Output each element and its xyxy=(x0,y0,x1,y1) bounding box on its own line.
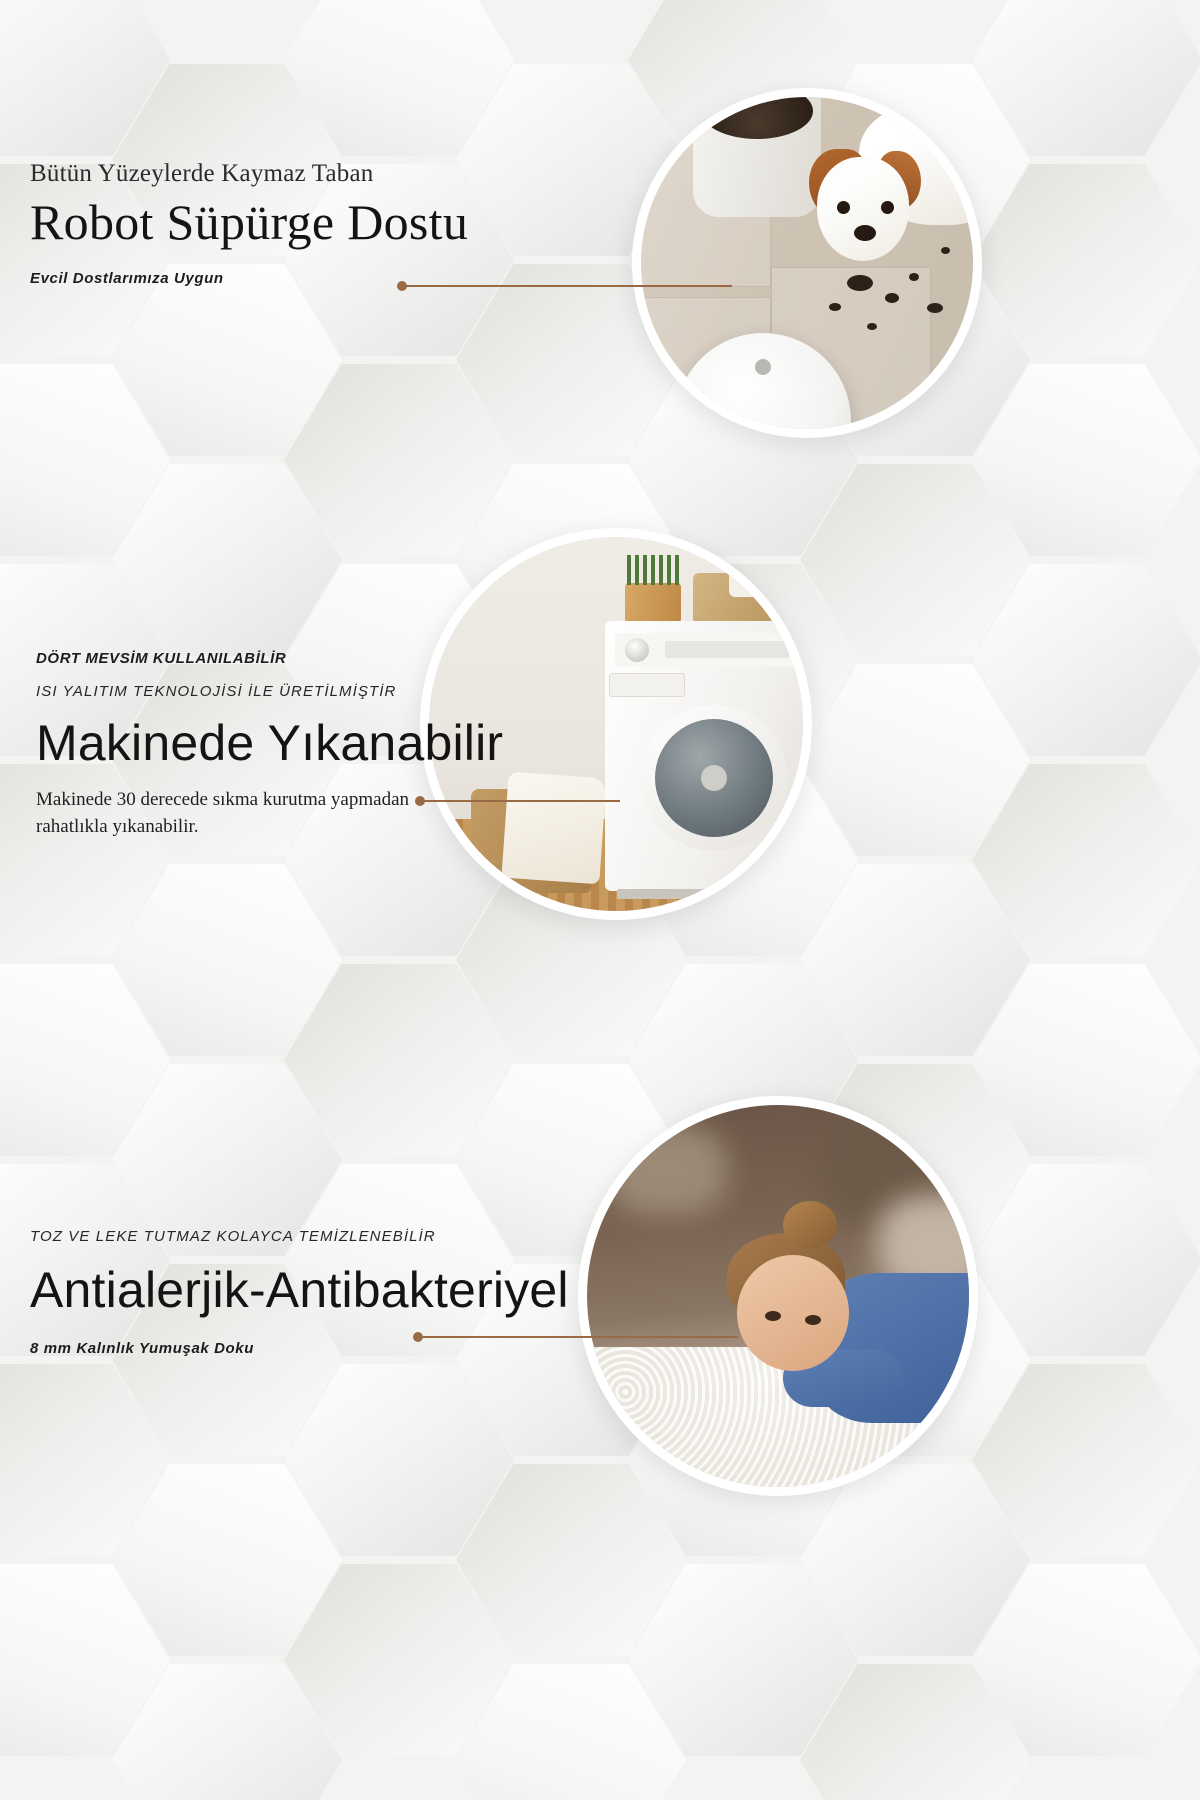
antiallergic-text-block xyxy=(30,1228,730,1357)
folded-towel-top xyxy=(729,563,783,597)
pet-text-block xyxy=(30,160,590,287)
child-eye-right xyxy=(805,1315,821,1325)
pet-eyebrow: Bütün Yüzeylerde Kaymaz Taban xyxy=(30,160,374,187)
washable-body: Makinede 30 derecede sıkma kurutma yapmadan rahatlıkla yıkanabilir. xyxy=(36,789,409,837)
child-hair-bun xyxy=(783,1201,837,1249)
antiallergic-subtitle: 8 mm Kalınlık Yumuşak Doku xyxy=(30,1340,255,1357)
plant-pot xyxy=(625,583,681,623)
machine-base xyxy=(617,889,803,899)
display-screen xyxy=(665,641,789,658)
washable-text-block xyxy=(36,650,636,841)
dog-eye-left xyxy=(837,201,850,214)
washable-eyebrow: DÖRT MEVSİM KULLANILABİLİR xyxy=(36,650,287,667)
child-head xyxy=(737,1255,849,1371)
antiallergic-eyebrow: TOZ VE LEKE TUTMAZ KOLAYCA TEMİZLENEBİLİR xyxy=(30,1228,436,1245)
grass-plant xyxy=(627,555,679,585)
pet-photo-inner xyxy=(641,97,973,429)
dog-head xyxy=(817,157,909,261)
washable-eyebrow-2: ISI YALITIM TEKNOLOJİSİ İLE ÜRETİLMİŞTİR xyxy=(36,683,397,700)
pet-subtitle: Evcil Dostlarımıza Uygun xyxy=(30,270,224,287)
washable-headline: Makinede Yıkanabilir xyxy=(36,715,504,771)
drum-hub xyxy=(701,765,727,791)
pet-photo xyxy=(632,88,982,438)
pet-headline: Robot Süpürge Dostu xyxy=(30,194,469,250)
antiallergic-headline: Antialerjik-Antibakteriyel xyxy=(30,1262,569,1318)
dog-nose xyxy=(854,225,876,241)
child-eye-left xyxy=(765,1311,781,1321)
dog-eye-right xyxy=(881,201,894,214)
